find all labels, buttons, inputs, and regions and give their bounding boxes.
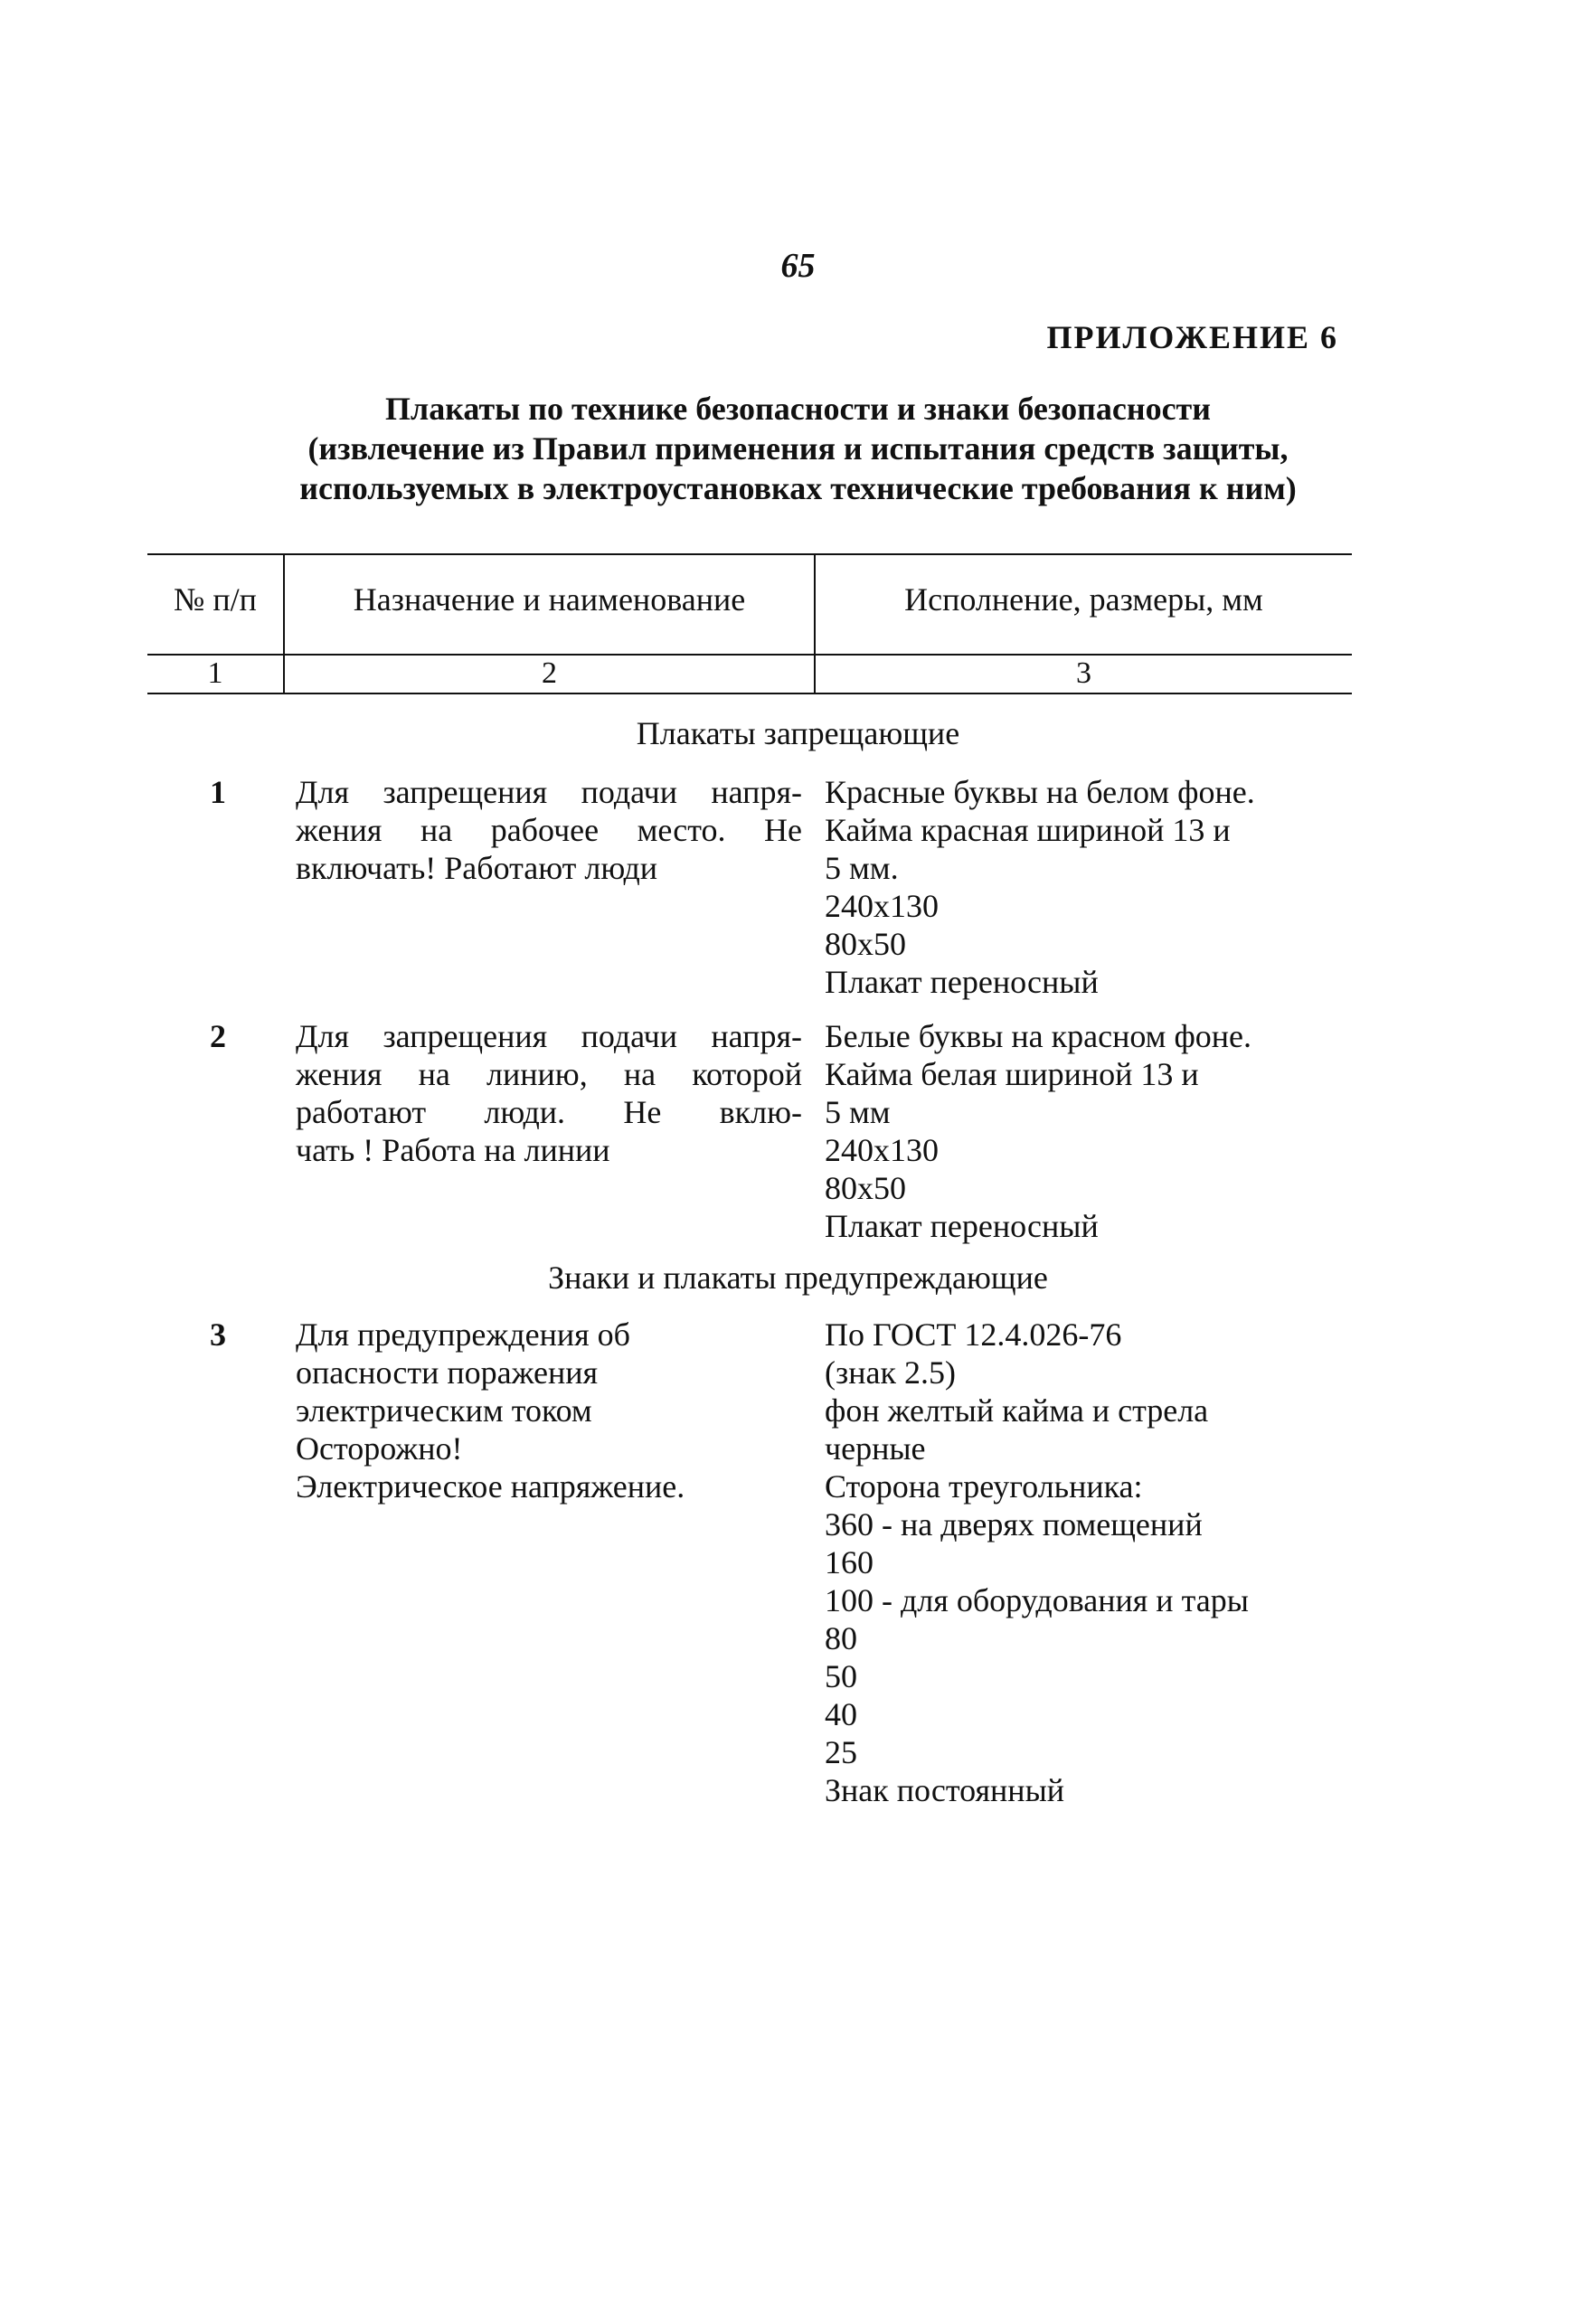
purpose-line: Для запрещения подачи напря- bbox=[296, 774, 802, 810]
header-col-number: 1 bbox=[207, 656, 223, 690]
spec-line: Белые буквы на красном фоне. bbox=[825, 1018, 1252, 1054]
row-spec bbox=[825, 1316, 1367, 1809]
spec-line: 5 мм bbox=[825, 1094, 891, 1130]
purpose-line: опасности поражения bbox=[296, 1354, 599, 1391]
spec-line: 80х50 bbox=[825, 1170, 906, 1206]
appendix-label: ПРИЛОЖЕНИЕ 6 bbox=[1046, 319, 1338, 355]
spec-line: 40 bbox=[825, 1696, 857, 1732]
spec-line: 360 - на дверях помещений bbox=[825, 1506, 1203, 1543]
row-purpose bbox=[296, 1316, 802, 1505]
purpose-line: жения на рабочее место. Не bbox=[296, 812, 802, 848]
spec-line: 80 bbox=[825, 1620, 857, 1656]
document-title bbox=[0, 389, 1596, 508]
spec-line: 100 - для оборудования и тары bbox=[825, 1582, 1249, 1618]
spec-line: 80х50 bbox=[825, 926, 906, 962]
spec-line: 25 bbox=[825, 1734, 857, 1770]
purpose-line: включать! Работают люди bbox=[296, 850, 658, 886]
row-purpose bbox=[296, 1017, 802, 1169]
table-top-rule bbox=[147, 553, 1352, 555]
purpose-line: работают люди. Не вклю- bbox=[296, 1094, 802, 1130]
purpose-line: Осторожно! bbox=[296, 1430, 463, 1467]
header-purpose: Назначение и наименование bbox=[353, 581, 746, 618]
purpose-line: жения на линию, на которой bbox=[296, 1056, 802, 1092]
spec-line: По ГОСТ 12.4.026-76 bbox=[825, 1316, 1122, 1353]
purpose-line: чать ! Работа на линии bbox=[296, 1132, 610, 1168]
title-line: используемых в электроустановках технические требования к ним) bbox=[299, 470, 1297, 506]
spec-line: 50 bbox=[825, 1658, 857, 1694]
row-number: 1 bbox=[210, 774, 226, 810]
spec-line: Знак постоянный bbox=[825, 1772, 1065, 1808]
purpose-line: Электрическое напряжение. bbox=[296, 1468, 685, 1505]
header-col-number: 3 bbox=[1076, 656, 1091, 690]
row-number: 3 bbox=[210, 1316, 226, 1353]
spec-line: 240х130 bbox=[825, 1132, 939, 1168]
purpose-line: Для предупреждения об bbox=[296, 1316, 630, 1353]
row-number: 2 bbox=[210, 1018, 226, 1054]
section-title: Плакаты запрещающие bbox=[636, 715, 960, 751]
table-header-rule bbox=[147, 654, 1352, 656]
spec-line: Красные буквы на белом фоне. bbox=[825, 774, 1255, 810]
header-spec: Исполнение, размеры, мм bbox=[904, 581, 1263, 618]
purpose-line: Для запрещения подачи напря- bbox=[296, 1018, 802, 1054]
spec-line: Сторона треугольника: bbox=[825, 1468, 1143, 1505]
header-number: № п/п bbox=[174, 581, 257, 618]
spec-line: Плакат переносный bbox=[825, 1208, 1099, 1244]
spec-line: черные bbox=[825, 1430, 926, 1467]
row-purpose bbox=[296, 773, 802, 887]
spec-line: 240х130 bbox=[825, 888, 939, 924]
table-number-rule bbox=[147, 693, 1352, 694]
spec-line: Плакат переносный bbox=[825, 964, 1099, 1000]
page-number: 65 bbox=[780, 247, 816, 285]
header-col-number: 2 bbox=[542, 656, 557, 690]
spec-line: фон желтый кайма и стрела bbox=[825, 1392, 1209, 1429]
section-title: Знаки и плакаты предупреждающие bbox=[548, 1259, 1048, 1296]
title-line: (извлечение из Правил применения и испытания средств защиты, bbox=[307, 430, 1289, 467]
purpose-line: электрическим током bbox=[296, 1392, 592, 1429]
spec-line: (знак 2.5) bbox=[825, 1354, 956, 1391]
title-line: Плакаты по технике безопасности и знаки безопасности bbox=[385, 391, 1211, 427]
spec-line: Кайма красная шириной 13 и bbox=[825, 812, 1231, 848]
row-spec bbox=[825, 773, 1367, 1001]
spec-line: Кайма белая шириной 13 и bbox=[825, 1056, 1199, 1092]
spec-line: 5 мм. bbox=[825, 850, 899, 886]
spec-line: 160 bbox=[825, 1544, 874, 1580]
row-spec bbox=[825, 1017, 1367, 1245]
